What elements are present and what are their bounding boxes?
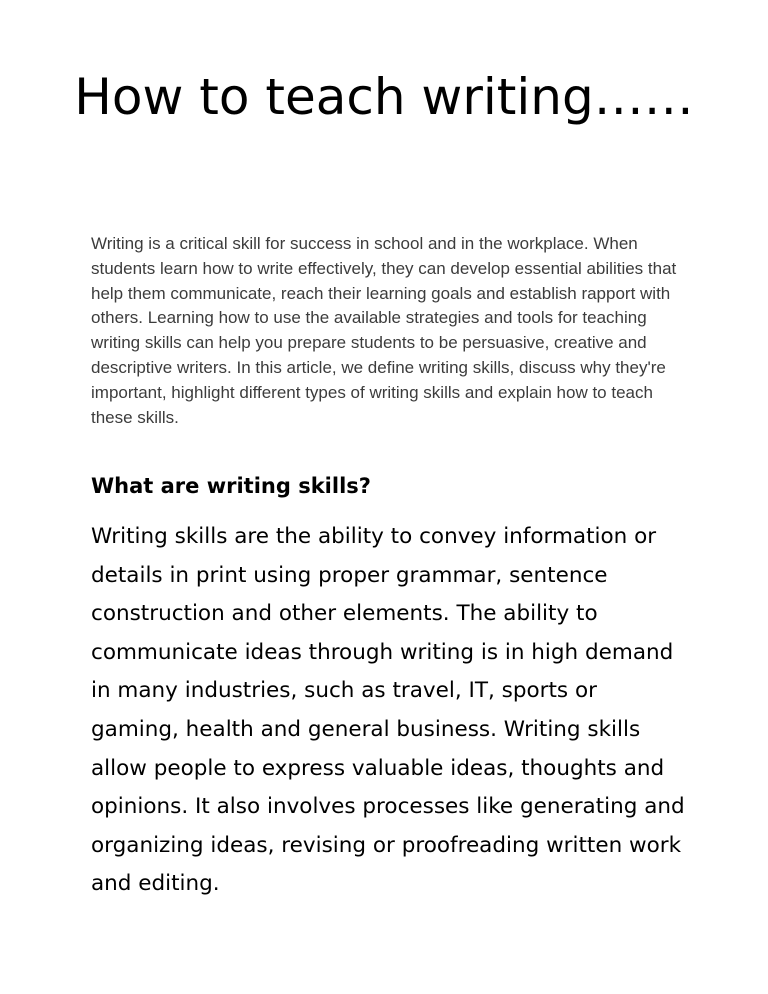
- section-body-paragraph: Writing skills are the ability to convey information or details in print using proper grammar, sentence construction and other elements. The ability to communicate ideas through writing is in high demand in many industries, such as travel, IT, sports or gaming, health and general business. Writing skills allow people to express valuable ideas, thoughts and opinions. It also involves processes like generating and organizing ideas, revising or proofreading written work and editing.: [91, 524, 685, 897]
- document-title: How to teach writing……: [74, 68, 694, 126]
- section-heading: What are writing skills?: [91, 474, 371, 498]
- intro-paragraph: Writing is a critical skill for success in school and in the workplace. When students learn how to write effectively, they can develop essential abilities that help them communicate, reach their learning goals and establish rapport with others. Learning how to use the available strategies and tools for teaching writing skills can help you prepare students to be persuasive, creative and descriptive writers. In this article, we define writing skills, discuss why they're important, highlight different types of writing skills and explain how to teach these skills.: [91, 234, 677, 427]
